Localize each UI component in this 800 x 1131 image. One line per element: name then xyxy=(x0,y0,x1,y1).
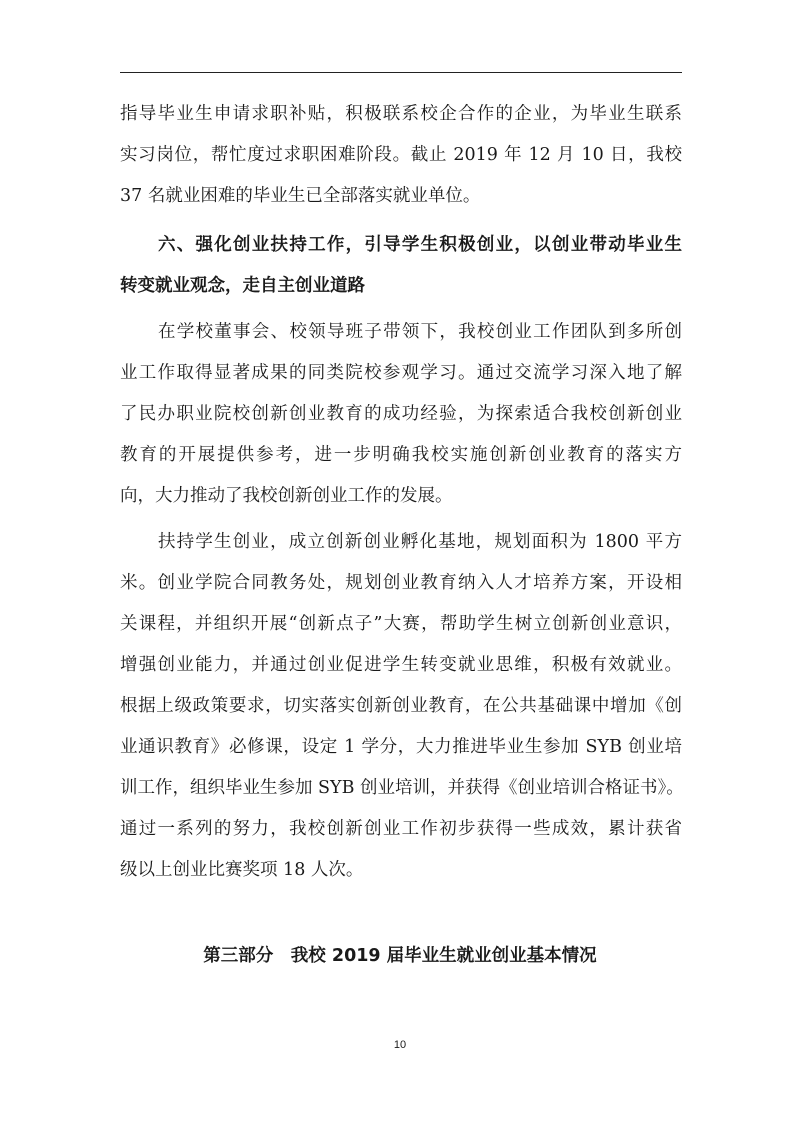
body-line: 训工作，组织毕业生参加 SYB 创业培训，并获得《创业培训合格证书》。 xyxy=(120,778,684,798)
header-rule xyxy=(120,72,682,73)
body-line: 业工作取得显著成果的同类院校参观学习。通过交流学习深入地了解 xyxy=(120,363,682,383)
body-line: 37 名就业困难的毕业生已全部落实就业单位。 xyxy=(120,186,481,206)
body-line: 通过一系列的努力，我校创新创业工作初步获得一些成效，累计获省 xyxy=(120,819,682,839)
body-line: 指导毕业生申请求职补贴，积极联系校企合作的企业，为毕业生联系 xyxy=(120,104,682,124)
body-line: 教育的开展提供参考，进一步明确我校实施创新创业教育的落实方 xyxy=(120,445,682,465)
body-line: 实习岗位，帮忙度过求职困难阶段。截止 2019 年 12 月 10 日，我校 xyxy=(120,145,682,165)
part-title: 第三部分 我校 2019 届毕业生就业创业基本情况 xyxy=(203,946,597,966)
section-heading-line: 转变就业观念，走自主创业道路 xyxy=(120,276,365,296)
body-line: 米。创业学院合同教务处，规划创业教育纳入人才培养方案，开设相 xyxy=(120,573,682,593)
page-number: 10 xyxy=(393,1039,407,1051)
body-line: 关课程，并组织开展“创新点子”大赛，帮助学生树立创新创业意识， xyxy=(120,614,682,634)
body-line: 业通识教育》必修课，设定 1 学分，大力推进毕业生参加 SYB 创业培 xyxy=(120,737,682,757)
body-line: 了民办职业院校创新创业教育的成功经验，为探索适合我校创新创业 xyxy=(120,404,682,424)
body-line: 在学校董事会、校领导班子带领下，我校创业工作团队到多所创 xyxy=(158,322,682,342)
body-line: 向，大力推动了我校创新创业工作的发展。 xyxy=(120,486,453,506)
body-line: 根据上级政策要求，切实落实创新创业教育，在公共基础课中增加《创 xyxy=(120,696,682,716)
body-line: 增强创业能力，并通过创业促进学生转变就业思维，积极有效就业。 xyxy=(120,655,682,675)
body-line: 级以上创业比赛奖项 18 人次。 xyxy=(120,860,364,880)
body-line: 扶持学生创业，成立创新创业孵化基地，规划面积为 1800 平方 xyxy=(158,532,682,552)
section-heading-line: 六、强化创业扶持工作，引导学生积极创业，以创业带动毕业生 xyxy=(158,235,682,255)
